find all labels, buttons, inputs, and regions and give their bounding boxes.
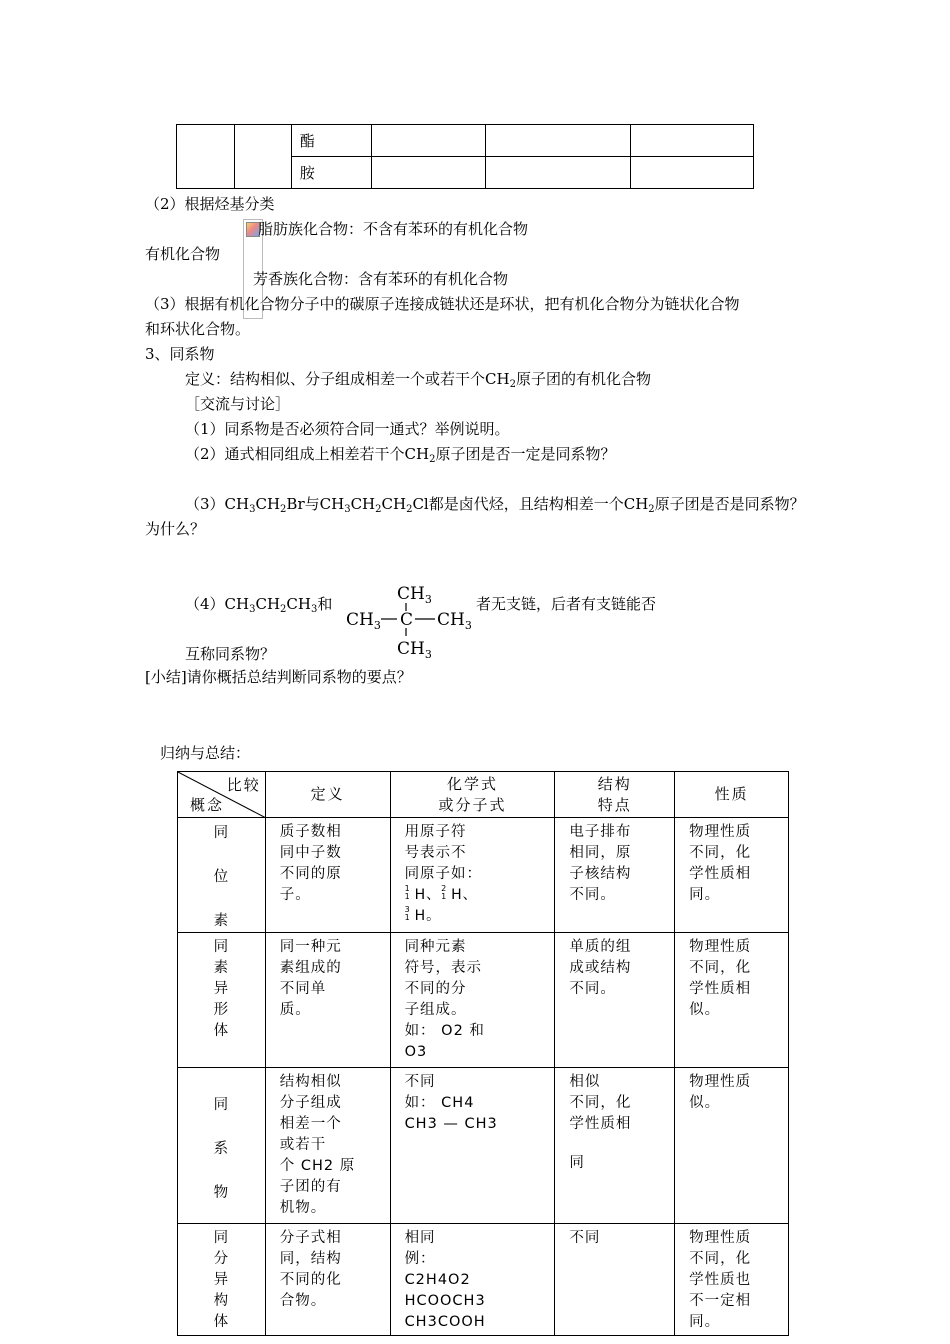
header-formula [390, 772, 555, 818]
aliphatic-text: 脂肪族化合物：不含有苯环的有机化合物 [258, 220, 529, 238]
cell-line: 不同 [404, 1074, 436, 1090]
concept-char: 同 [213, 1230, 230, 1246]
table-cell [486, 125, 631, 157]
question-3-line2: 为什么？ [145, 520, 206, 538]
table-cell-name: 胺 [291, 157, 371, 189]
definition-cell [265, 818, 390, 933]
cell-line: 物理性质 [689, 1230, 752, 1246]
cell-line: 个 CH2 原 [279, 1158, 356, 1174]
table-cell [371, 157, 486, 189]
cell-line: 不一定相 [689, 1293, 752, 1309]
concept-cell [178, 933, 266, 1068]
text: （3）CH [185, 495, 250, 513]
cell-line: 相似 [569, 1074, 601, 1090]
cell-line: 同种元素 [404, 939, 467, 955]
table-row [178, 818, 789, 933]
table-cell [234, 125, 291, 189]
paragraph-line: 和环状化合物。 [145, 320, 251, 338]
text: Cl都是卤代烃，且结构相差一个CH [412, 495, 649, 513]
cell-line: 分子组成 [279, 1095, 342, 1111]
section-heading: 3、同系物 [145, 345, 215, 363]
question-4-line2: 互称同系物？ [185, 645, 276, 663]
table-cell [631, 125, 754, 157]
text: CH [381, 495, 407, 513]
cell-line: 如： CH4 [404, 1095, 475, 1111]
concept-char: 同 [213, 825, 230, 841]
cell-line: 物理性质 [689, 939, 752, 955]
cell-line: 素组成的 [279, 960, 342, 976]
cell-line: 或若干 [279, 1137, 327, 1153]
cell-line: 同中子数 [279, 845, 342, 861]
structure-cell [555, 1068, 675, 1224]
table-cell [631, 157, 754, 189]
concept-char: 体 [213, 1314, 230, 1330]
property-cell [675, 933, 789, 1068]
concept-char: 同 [213, 939, 230, 955]
definition-text [185, 368, 651, 389]
header-property: 性质 [675, 772, 789, 818]
formula-cell [390, 1224, 555, 1336]
concept-char: 分 [213, 1251, 230, 1267]
subscript: 3 [310, 604, 318, 615]
text: 原子团的有机化合物 [515, 370, 651, 388]
concept-char: 形 [213, 1002, 230, 1018]
definition-cell [265, 1068, 390, 1224]
header-text: 结构 [597, 774, 632, 793]
concept-char: 异 [213, 981, 230, 997]
cell-line: 不同。 [569, 981, 616, 997]
classification-label: 有机化合物 [145, 245, 221, 263]
functional-group-table [176, 124, 754, 189]
cell-line: HCOOCH3 [404, 1293, 486, 1309]
subscript: 2 [406, 504, 413, 515]
cell-line: 机物。 [279, 1200, 327, 1216]
cell-line: 相同 [404, 1230, 436, 1246]
cell-line: 质子数相 [279, 824, 342, 840]
methyl-bottom: $CH_3$ [397, 639, 432, 661]
cell-line: 似。 [689, 1002, 721, 1018]
subscript: 2 [375, 504, 382, 515]
cell-line: 单质的组 [569, 939, 632, 955]
cell-line: 号表示不 [404, 845, 467, 861]
structure-cell [555, 1224, 675, 1336]
question-4 [185, 593, 332, 614]
subscript: 2 [280, 604, 287, 615]
cell-line: 不同，化 [569, 1095, 632, 1111]
cell-line: 物理性质 [689, 824, 752, 840]
text: 原子团是否是同系物？ [654, 495, 805, 513]
cell-line: 不同单 [279, 981, 327, 997]
cell-line: 子。 [279, 887, 311, 903]
header-concept: 概念 [190, 796, 225, 814]
question-3 [185, 493, 805, 514]
subscript: 3 [344, 504, 351, 515]
cell-line: 不同的化 [279, 1272, 342, 1288]
cell-line: 不同，化 [689, 1251, 752, 1267]
text: CH [255, 595, 281, 613]
cell-line: 质。 [279, 1002, 311, 1018]
cell-line: 同 [569, 1155, 585, 1171]
subscript: 2 [280, 504, 287, 515]
cell-line: O3 [404, 1044, 428, 1060]
cell-line: 不同的原 [279, 866, 342, 882]
cell-line: 同，结构 [279, 1251, 342, 1267]
cell-line: 符号，表示 [404, 960, 483, 976]
cell-line: 物理性质 [689, 1074, 752, 1090]
cell-line: 不同，化 [689, 845, 752, 861]
cell-line: 学性质也 [689, 1272, 752, 1288]
cell-line: 成或结构 [569, 960, 632, 976]
cell-line: 同一种元 [279, 939, 342, 955]
cell-line: 不同 [569, 1230, 601, 1246]
table-cell [371, 125, 486, 157]
cell-line: 用原子符 [404, 824, 467, 840]
header-text: 化学式 [446, 774, 498, 793]
methyl-top: $CH_3$ [397, 584, 432, 606]
cell-line: 不同的分 [404, 981, 467, 997]
concept-char: 构 [213, 1293, 230, 1309]
text: CH [350, 495, 376, 513]
concept-char: 体 [213, 1023, 230, 1039]
cell-line: 相差一个 [279, 1116, 342, 1132]
cell-line: C2H4O2 [404, 1272, 471, 1288]
text: CH [255, 495, 281, 513]
subscript: 3 [249, 604, 256, 615]
table-header-row [178, 772, 789, 818]
concept-cell [178, 818, 266, 933]
cell-line: 相同，原 [569, 845, 632, 861]
formula-cell [390, 818, 555, 933]
property-cell [675, 1224, 789, 1336]
structure-cell [555, 933, 675, 1068]
section-heading: 归纳与总结： [160, 744, 251, 762]
text: CH [286, 595, 311, 613]
formula-cell [390, 1068, 555, 1224]
concept-char: 异 [213, 1272, 230, 1288]
aromatic-text: 芳香族化合物：含有苯环的有机化合物 [253, 270, 509, 288]
property-cell [675, 1068, 789, 1224]
definition-cell [265, 1224, 390, 1336]
header-text: 或分子式 [438, 795, 507, 814]
cell-line: 学性质相 [689, 866, 752, 882]
paragraph-line: （3）根据有机化合物分子中的碳原子连接成链状还是环状，把有机化合物分为链状化合物 [145, 295, 740, 313]
methyl-right: $CH_3$ [437, 610, 472, 632]
comparison-table [177, 771, 789, 1336]
summary-prompt: [小结]请你概括总结判断同系物的要点？ [145, 668, 412, 686]
text: （2）通式相同组成上相差若干个CH [185, 445, 430, 463]
cell-line: 电子排布 [569, 824, 632, 840]
text: （4）CH [185, 595, 250, 613]
text: 原子团是否一定是同系物？ [435, 445, 616, 463]
cell-line: 子组成。 [404, 1002, 467, 1018]
methyl-left: $CH_3$ [346, 610, 381, 632]
subscript: 2 [429, 454, 436, 465]
cell-line: 子核结构 [569, 866, 632, 882]
cell-line: 例： [404, 1251, 436, 1267]
cell-line: 结构相似 [279, 1074, 342, 1090]
table-row [178, 1068, 789, 1224]
concept-char: 物 [213, 1185, 230, 1201]
discussion-label: ［交流与讨论］ [185, 395, 291, 413]
cell-line: 子团的有 [279, 1179, 342, 1195]
question-4-tail: 者无支链，后者有支链能否 [476, 595, 657, 613]
cell-line: 似。 [689, 1095, 721, 1111]
isotope-symbols: 3 1 H。 [404, 905, 442, 924]
subscript: 2 [648, 504, 655, 515]
subscript: 3 [249, 504, 256, 515]
table-row [177, 125, 754, 157]
section-heading: （2）根据烃基分类 [145, 195, 275, 213]
cell-line: CH3 — CH3 [404, 1116, 498, 1132]
cell-line: 分子式相 [279, 1230, 342, 1246]
table-row [178, 1224, 789, 1336]
cell-line: 合物。 [279, 1293, 327, 1309]
structure-cell [555, 818, 675, 933]
cell-line: 学性质相 [569, 1116, 632, 1132]
concept-char: 素 [213, 913, 230, 929]
isotope-symbols: 1 1 H、 2 1 H、 [404, 884, 478, 903]
central-carbon: C [400, 610, 414, 630]
concept-char: 位 [213, 869, 230, 885]
subscript: 2 [509, 379, 516, 390]
definition-cell [265, 933, 390, 1068]
cell-line: 不同，化 [689, 960, 752, 976]
neopentane-structure [340, 578, 475, 662]
header-definition: 定义 [265, 772, 390, 818]
table-row [178, 933, 789, 1068]
question-1: （1）同系物是否必须符合同一通式？举例说明。 [185, 420, 510, 438]
header-compare: 比较 [226, 776, 261, 794]
text: 和 [317, 595, 333, 613]
header-structure [555, 772, 675, 818]
concept-char: 素 [213, 960, 230, 976]
property-cell [675, 818, 789, 933]
table-cell-name: 酯 [291, 125, 371, 157]
concept-char: 同 [213, 1097, 230, 1113]
text: Br与CH [286, 495, 345, 513]
cell-line: 同原子如： [404, 866, 483, 882]
cell-line: CH3COOH [404, 1314, 486, 1330]
table-cell [486, 157, 631, 189]
concept-char: 系 [213, 1141, 230, 1157]
table-cell [177, 125, 235, 189]
question-2 [185, 443, 616, 464]
cell-line: 同。 [689, 1314, 721, 1330]
text: 定义：结构相似、分子组成相差一个或若干个CH [185, 370, 510, 388]
concept-cell [178, 1224, 266, 1336]
formula-cell [390, 933, 555, 1068]
cell-line: 学性质相 [689, 981, 752, 997]
cell-line: 不同。 [569, 887, 616, 903]
cell-line: 如： O2 和 [404, 1023, 485, 1039]
cell-line: 同。 [689, 887, 721, 903]
header-diagonal-cell [178, 772, 266, 818]
concept-cell [178, 1068, 266, 1224]
header-text: 特点 [597, 795, 632, 814]
